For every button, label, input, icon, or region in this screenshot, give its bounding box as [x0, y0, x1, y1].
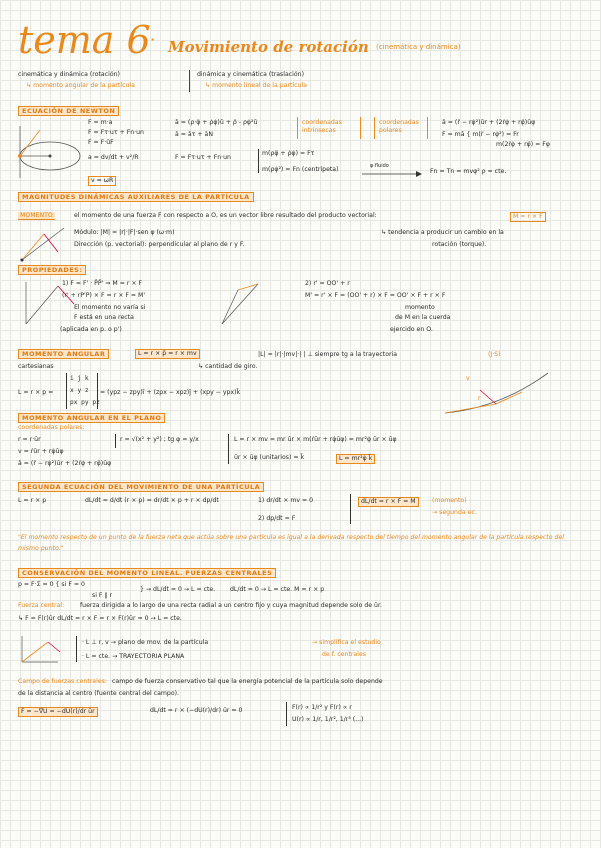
- campo-label: Campo de fuerzas centrales:: [18, 678, 107, 685]
- segunda-note-2: → segunda ec.: [432, 509, 477, 516]
- intro-right-sub: ↳ momento lineal de la partícula: [205, 82, 307, 89]
- prop-1c: El momento no varía si: [74, 304, 146, 311]
- section-header-newton: ECUACIÓN DE NEWTON: [18, 106, 119, 116]
- newton-mid-1: ā = (ρ·φ̈ + ρ̇φ̇)ū + ρ̈ - ρφ̇²ū: [175, 119, 258, 126]
- angular-cartesianas: cartesianas: [18, 363, 54, 370]
- segunda-l3b: 2) dp/dt = F: [258, 515, 296, 522]
- matrix-row-1: i j k: [70, 375, 89, 382]
- campo-dL: dL/dt = r × (−dU(r)/dr) ūr = 0: [150, 707, 243, 714]
- intro-divider: [189, 70, 190, 92]
- angular-definition: L = r × p̄ = r × mv: [135, 349, 200, 359]
- segunda-note-1: (momento): [432, 497, 467, 504]
- intro-right-line: dinámica y cinemática (traslación): [197, 71, 305, 78]
- plano-L3: L = mr²φ̇ k̄: [336, 454, 375, 464]
- newton-sys-2: m(ρφ̇²) = Fn (centrípeta): [262, 166, 339, 173]
- coords-polar: coordenadas polares: [379, 119, 419, 134]
- newton-sys-brace: [258, 149, 259, 173]
- page-title: tema 6: [18, 18, 151, 62]
- intro-left-line: cinemática y dinámica (rotación): [18, 71, 120, 78]
- momento-formula: M = r × F: [510, 212, 546, 222]
- coords-intrinsic: coordenadas intrínsecas: [302, 119, 342, 134]
- trajectory-r-label: r: [478, 395, 481, 402]
- prop-1e: (aplicada en p. o p'): [60, 326, 122, 333]
- section-header-angular: MOMENTO ANGULAR: [18, 349, 109, 359]
- newton-arrow: [362, 170, 422, 178]
- campo-ex-2: U(r) ∝ 1/r, 1/r², 1/r³ (...): [292, 716, 364, 723]
- conserv-c1b: si F ∥ r: [92, 592, 113, 599]
- prop-1a: 1) F = F' · P̄P̄' ⇒ M = r × F: [62, 280, 143, 287]
- newton-ellipse-diagram: [12, 116, 82, 186]
- matrix-lhs: L = r × p =: [18, 389, 54, 396]
- prop-2c: momento: [405, 304, 435, 311]
- plano-mod: r = √(x² + y²) ; tg φ = y/x: [120, 436, 199, 443]
- fuerza-central-eq: ↳ F = F(r)ūr dL/dt = r × F = r × F(r)ūr = 0 → L = cte.: [18, 615, 182, 622]
- plano-a: ā = (r̈ − rφ̇²)ūr + (2ṙφ̇ + rφ̈)ūφ: [18, 460, 112, 467]
- trajectory-v-label: v: [466, 375, 470, 382]
- simplifica-2: de f. centrales: [322, 651, 367, 658]
- newton-mid-3: F = Fτ·uτ + Fn·un: [175, 154, 231, 161]
- conserv-c1c: } → dL/dt = 0 → L = cte.: [140, 586, 216, 593]
- section-header-plano: MOMENTO ANGULAR EN EL PLANO: [18, 413, 165, 423]
- newton-arrow-label: φ·fluido: [370, 163, 389, 169]
- title-dash: ·: [150, 30, 156, 49]
- prop-2d: de M en la cuerda: [395, 314, 451, 321]
- plano-mod-brace: [115, 434, 116, 448]
- segunda-result: dL/dt = r × F = M: [358, 497, 419, 507]
- section-header-magnitudes: MAGNITUDES DINÁMICAS AUXILIARES DE LA PARTÍCULA: [18, 192, 254, 202]
- angular-ref: (J·S): [488, 351, 501, 358]
- prop-1d: F está en una recta: [74, 314, 134, 321]
- matrix-row-3: px py pz: [70, 399, 100, 406]
- segunda-l1: L = r × p: [18, 497, 47, 504]
- momento-tag: MOMENTO: [20, 212, 53, 219]
- plane-line-2: · L = cte. → TRAYECTORIA PLANA: [82, 653, 185, 660]
- prop-1b: (r' + rP'P) × F = r × F = M': [62, 292, 146, 299]
- matrix-rhs: = (ypz − zpy)ī + (zpx − xpz)j̄ + (xpy − ypx)k̄: [100, 389, 241, 396]
- newton-eq-1: F = m·a: [88, 119, 113, 126]
- prop-2a: 2) r' = OO' + r: [305, 280, 350, 287]
- intro-left-sub: ↳ momento angular de la partícula: [26, 82, 135, 89]
- section-header-segunda: SEGUNDA ECUACIÓN DEL MOVIMIENTO DE UNA PARTÍCULA: [18, 482, 264, 492]
- central-force-diagram: [18, 632, 68, 666]
- newton-polar-1: ā = (r̈ − rφ̇²)ūr + (2ṙφ̇ + rφ̈)ūφ: [442, 119, 536, 126]
- plano-L-brace: [228, 434, 229, 464]
- plane-line-1: · L ⊥ r, v → plano de mov. de la partícula: [82, 639, 209, 646]
- conserv-c1: p = F·Σ = 0 { si F = 0: [18, 581, 85, 588]
- plano-v: v = ṙūr + rφ̇ūφ: [18, 448, 64, 455]
- newton-sys-1: m(ρφ̈ + ρ̇φ̇) = Fτ: [262, 150, 315, 157]
- angular-modulo: |L| = |r|·|mv|·| | ⊥ siempre tg a la trayectoria: [258, 351, 398, 358]
- segunda-brace: [350, 494, 351, 524]
- tendencia-line-1: ↳ tendencia a producir un cambio en la: [381, 229, 504, 236]
- momento-definition: el momento de una fuerza F con respecto a O, es un vector libre resultado del producto vectorial:: [74, 212, 377, 219]
- newton-eq-4: a = dv/dt + v²/R: [88, 154, 139, 161]
- plano-L2: ūr × ūφ (unitarios) = k̄: [234, 454, 305, 461]
- matrix-row-2: x y z: [70, 387, 89, 394]
- subtitle-paren: (cinemática y dinámica): [376, 43, 461, 51]
- simplifica-1: → simplifica el estudio: [312, 639, 381, 646]
- prop-2e: ejercido en O.: [390, 326, 433, 333]
- section-header-conservacion: CONSERVACIÓN DEL MOMENTO LINEAL. FUERZAS CENTRALES: [18, 568, 276, 578]
- angular-giro: ↳ cantidad de giro.: [198, 363, 258, 370]
- newton-result: Fn = Tn = mvφ² ρ = cte.: [430, 168, 507, 175]
- campo-ex-1: F(r) ∝ 1/r² y F(r) ∝ r: [292, 704, 352, 711]
- angular-trajectory-diagram: [440, 368, 555, 418]
- plane-brace: [76, 636, 77, 662]
- newton-polar-2: F = mā { m(r̈ − rφ̇²) = Fr: [442, 131, 519, 138]
- plano-coords: coordenadas polares:: [18, 424, 85, 431]
- segunda-l3a: 1) dr/dt × mv = 0: [258, 497, 314, 504]
- momento-direccion: Dirección (p. vectorial): perpendicular al plano de r y F.: [74, 241, 245, 248]
- newton-mid-2: ā = āτ + āN: [175, 131, 213, 138]
- fuerza-central-def: fuerza dirigida a lo largo de una recta radial a un centro fijo y cuya magnitud depende solo de ūr.: [80, 602, 382, 609]
- prop-2-diagram: [218, 280, 278, 330]
- campo-gradient: F = −∇U = −dU(r)/dr ūr: [18, 707, 98, 717]
- campo-def-2: de la distancia al centro (fuente central del campo).: [18, 690, 180, 697]
- plano-r: r = r·ūr: [18, 436, 41, 443]
- prop-2b: M' = r' × F = (OO' + r) × F = OO' × F + r × F: [305, 292, 446, 299]
- newton-eq-5: v = ωR: [88, 176, 116, 186]
- page-subtitle: Movimiento de rotación: [168, 38, 369, 56]
- segunda-l2: dL/dt = d/dt (r × p) = dr/dt × p + r × dp/dt: [85, 497, 219, 504]
- plano-L1: L = r × mv = mr ūr × m(ṙūr + rφ̇ūφ) = mr²φ̇ ūr × ūφ: [234, 436, 397, 443]
- segunda-quote: "El momento respecto de un punto de la fuerza neta que actúa sobre una partícula es igual a la derivada respecto del tiempo del momento angular de la partícula respecto del mismo punto.": [18, 534, 564, 552]
- tendencia-line-2: rotación (torque).: [432, 241, 487, 248]
- campo-brace: [286, 702, 287, 726]
- newton-polar-3: m(2ṙφ̇ + rφ̈) = Fφ: [496, 141, 550, 148]
- campo-def: campo de fuerza conservativo tal que la energía potencial de la partícula solo depende: [112, 678, 383, 685]
- newton-eq-3: F = F·ūF: [88, 139, 114, 146]
- conserv-c2b: dL/dt = 0 → L = cte. M = r × p: [230, 586, 325, 593]
- fuerza-central-label: Fuerza central:: [18, 602, 65, 609]
- momento-modulo: Módulo: |M| = |r|·|F|·sen φ (ω·m): [74, 229, 175, 236]
- momento-label: [18, 212, 55, 220]
- momento-diagram: [14, 222, 74, 267]
- section-header-propiedades: PROPIEDADES:: [18, 265, 86, 275]
- newton-eq-2: F = Fτ·uτ + Fn·un: [88, 129, 144, 136]
